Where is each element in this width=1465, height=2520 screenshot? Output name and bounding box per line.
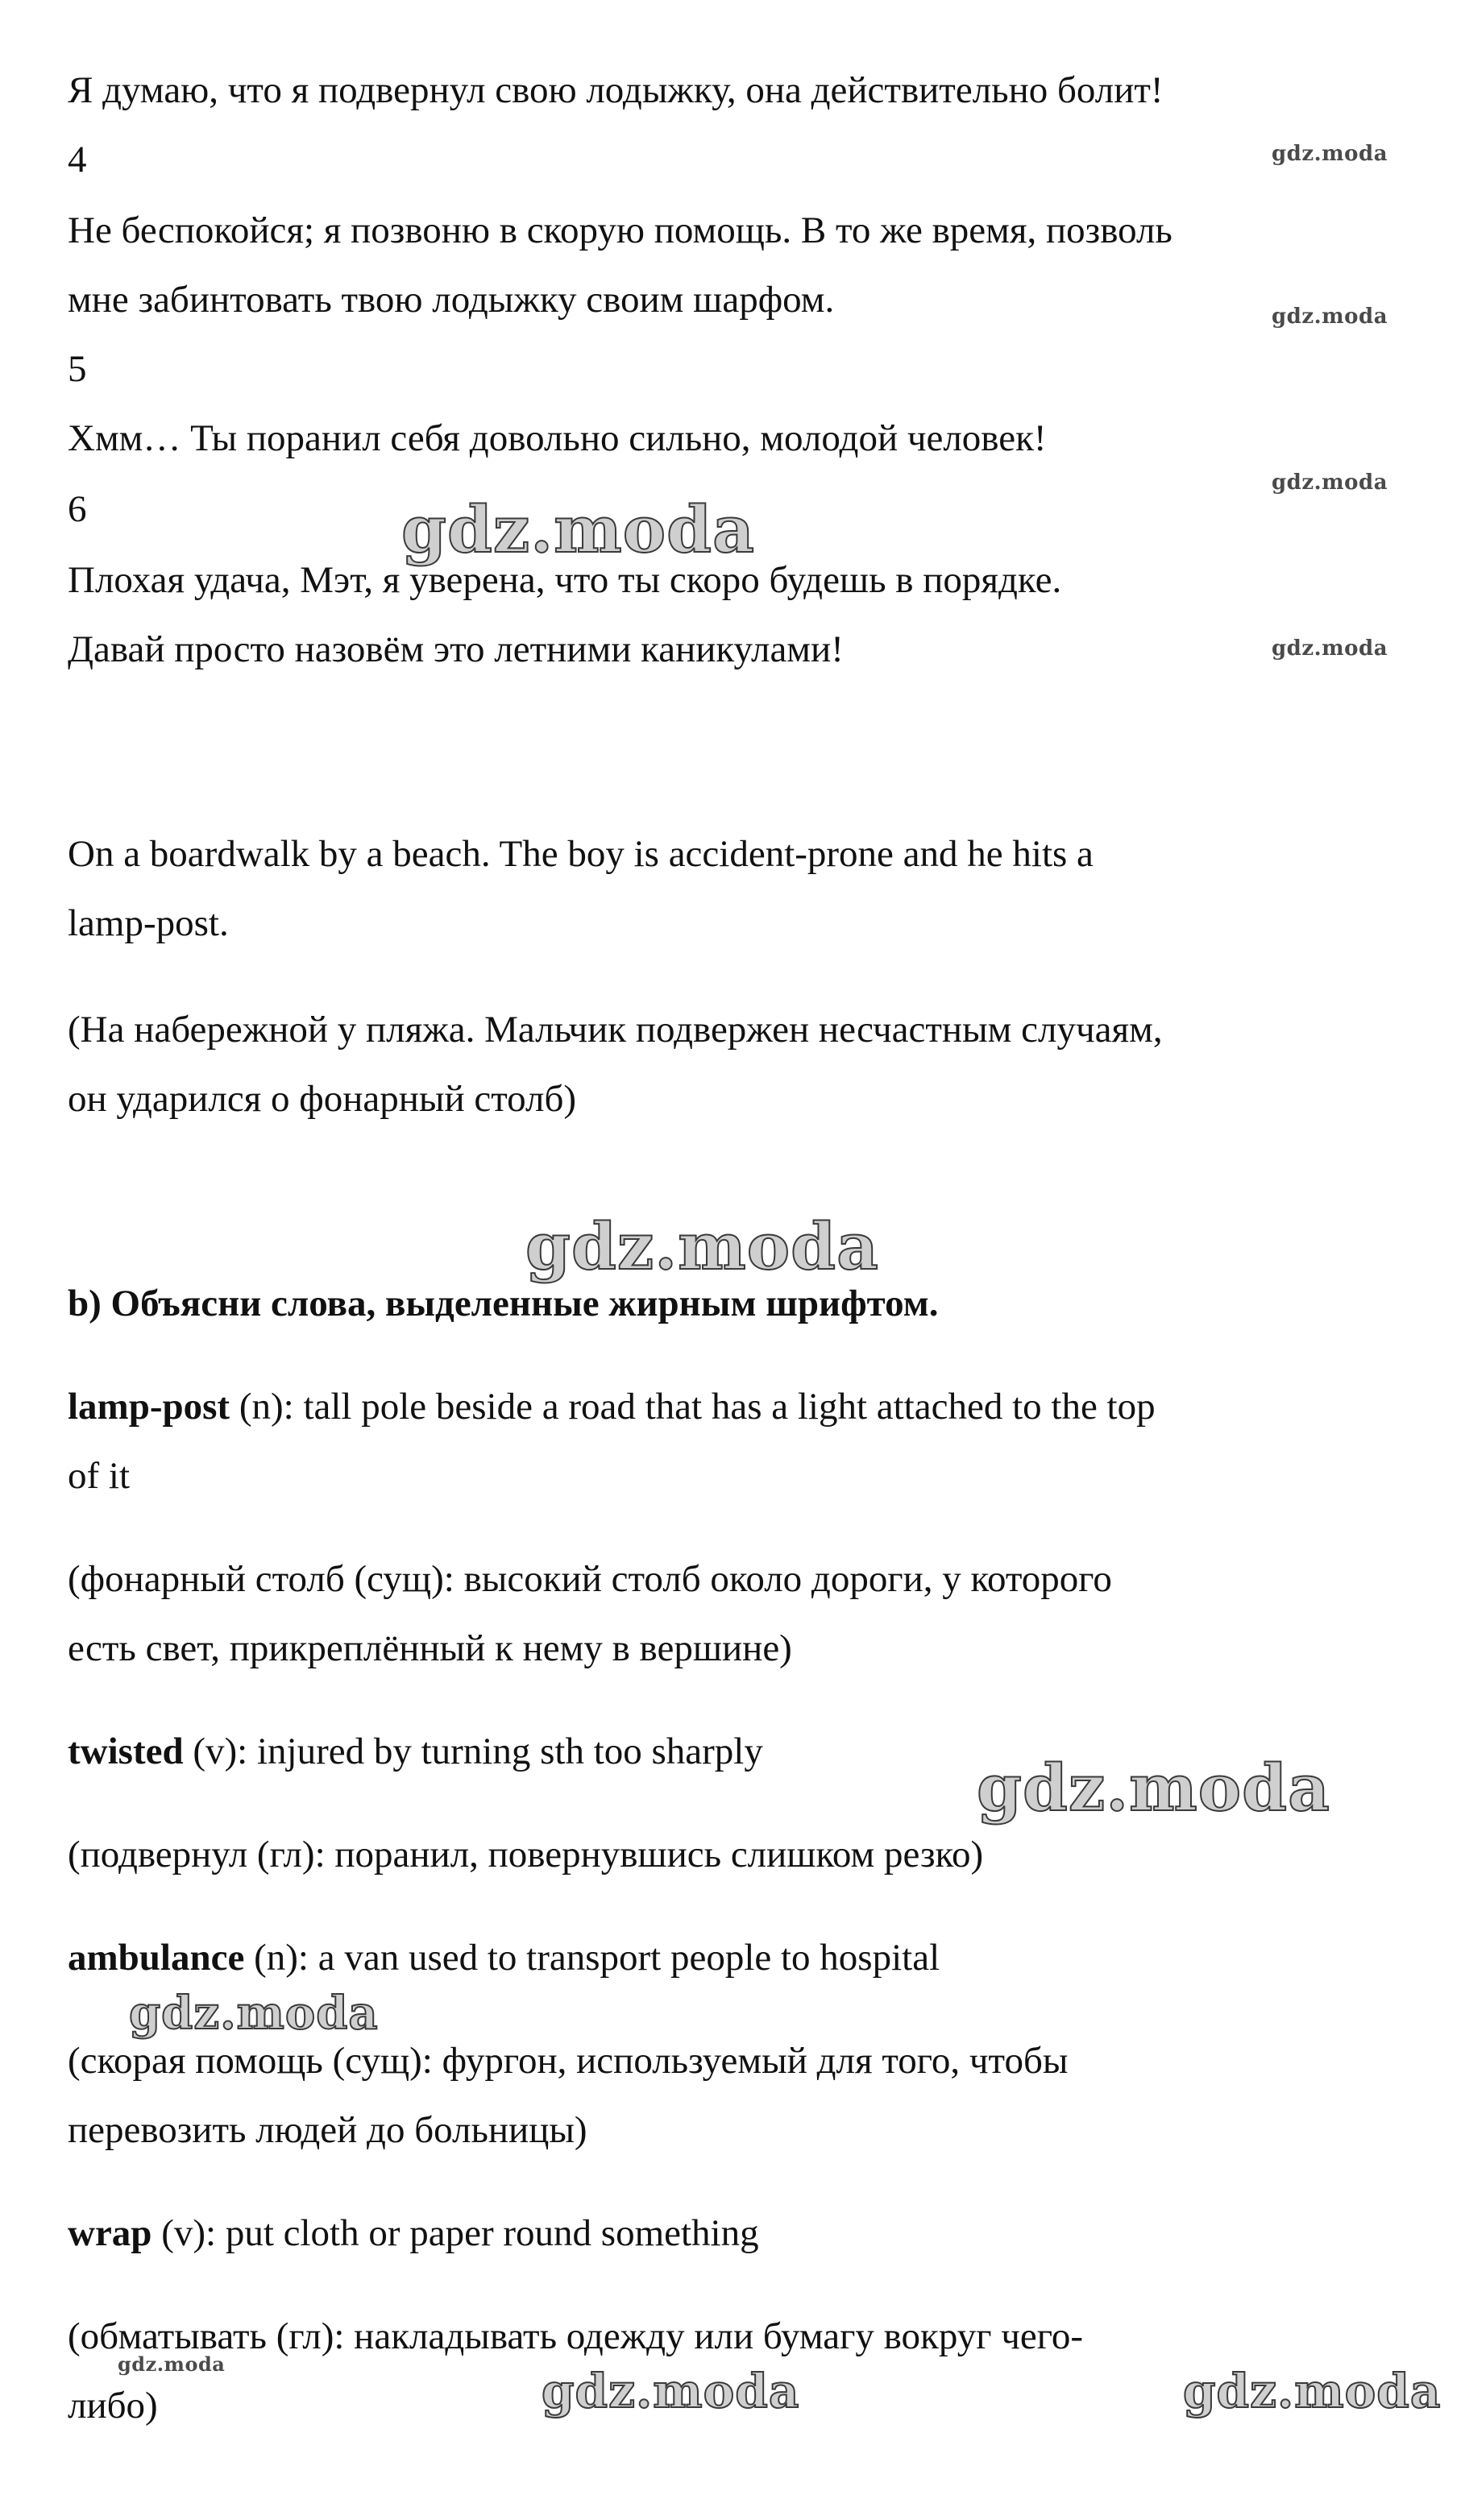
definition-wrap bbox=[68, 2211, 759, 2256]
watermark: gdz.moda bbox=[1272, 305, 1388, 329]
definition-ambulance-ru-a: (скорая помощь (сущ): фургон, используемый для того, чтобы bbox=[68, 2040, 1069, 2082]
scene-en-line-a: On a boardwalk by a beach. The boy is accident-prone and he hits a bbox=[68, 833, 1094, 875]
definition-ambulance-ru-b: перевозить людей до больницы) bbox=[68, 2109, 587, 2151]
dialogue-number-4: 4 bbox=[68, 139, 87, 180]
dialogue-line-4a: Не беспокойся; я позвоню в скорую помощь. В то же время, позволь bbox=[68, 209, 1172, 251]
watermark: gdz.moda bbox=[977, 1750, 1330, 1826]
term-ambulance: ambulance bbox=[68, 1937, 245, 1979]
definition-lamp-post-ru-b: есть свет, прикреплённый к нему в вершине) bbox=[68, 1627, 792, 1669]
scene-ru-line-a: (На набережной у пляжа. Мальчик подвержен несчастным случаям, bbox=[68, 1009, 1163, 1051]
definition-twisted bbox=[68, 1729, 763, 1774]
definition-lamp-post bbox=[68, 1384, 1156, 1429]
scene-ru-line-b: он ударился о фонарный столб) bbox=[68, 1078, 577, 1120]
definition-ambulance-text: (n): a van used to transport people to hospital bbox=[244, 1937, 940, 1979]
dialogue-number-5: 5 bbox=[68, 348, 87, 390]
watermark: gdz.moda bbox=[1183, 2364, 1442, 2418]
definition-lamp-post-text: (n): tall pole beside a road that has a light attached to the top bbox=[230, 1386, 1156, 1428]
definition-wrap-ru-b: либо) bbox=[68, 2385, 158, 2427]
definition-ambulance bbox=[68, 1935, 940, 1980]
dialogue-line-3: Я думаю, что я подвернул свою лодыжку, она действительно болит! bbox=[68, 69, 1164, 111]
dialogue-line-4b: мне забинтовать твою лодыжку своим шарфом. bbox=[68, 279, 835, 321]
watermark: gdz.moda bbox=[525, 1208, 879, 1284]
definition-wrap-text: (v): put cloth or paper round something bbox=[151, 2212, 759, 2254]
scene-en-line-b: lamp-post. bbox=[68, 902, 229, 944]
watermark: gdz.moda bbox=[1272, 142, 1388, 166]
term-lamp-post: lamp-post bbox=[68, 1386, 230, 1428]
watermark: gdz.moda bbox=[401, 491, 755, 567]
definition-lamp-post-ru-a: (фонарный столб (сущ): высокий столб около дороги, у которого bbox=[68, 1558, 1112, 1600]
watermark: gdz.moda bbox=[118, 2352, 226, 2376]
watermark: gdz.moda bbox=[1272, 470, 1388, 495]
dialogue-line-6b: Давай просто назовём это летними каникулами! bbox=[68, 628, 844, 670]
watermark: gdz.moda bbox=[1272, 636, 1388, 661]
term-twisted: twisted bbox=[68, 1730, 184, 1772]
term-wrap: wrap bbox=[68, 2212, 152, 2254]
definition-twisted-text: (v): injured by turning sth too sharply bbox=[183, 1730, 763, 1772]
definition-lamp-post-cont: of it bbox=[68, 1455, 131, 1497]
dialogue-line-5: Хмм… Ты поранил себя довольно сильно, молодой человек! bbox=[68, 417, 1047, 459]
dialogue-line-6a: Плохая удача, Мэт, я уверена, что ты скоро будешь в порядке. bbox=[68, 559, 1062, 601]
dialogue-number-6: 6 bbox=[68, 488, 87, 530]
watermark: gdz.moda bbox=[129, 1987, 379, 2040]
section-b-heading: b) Объясни слова, выделенные жирным шрифтом. bbox=[68, 1283, 939, 1324]
definition-twisted-ru: (подвернул (гл): поранил, повернувшись слишком резко) bbox=[68, 1834, 984, 1875]
watermark: gdz.moda bbox=[542, 2364, 800, 2418]
definition-wrap-ru-a: (обматывать (гл): накладывать одежду или бумагу вокруг чего- bbox=[68, 2315, 1084, 2357]
